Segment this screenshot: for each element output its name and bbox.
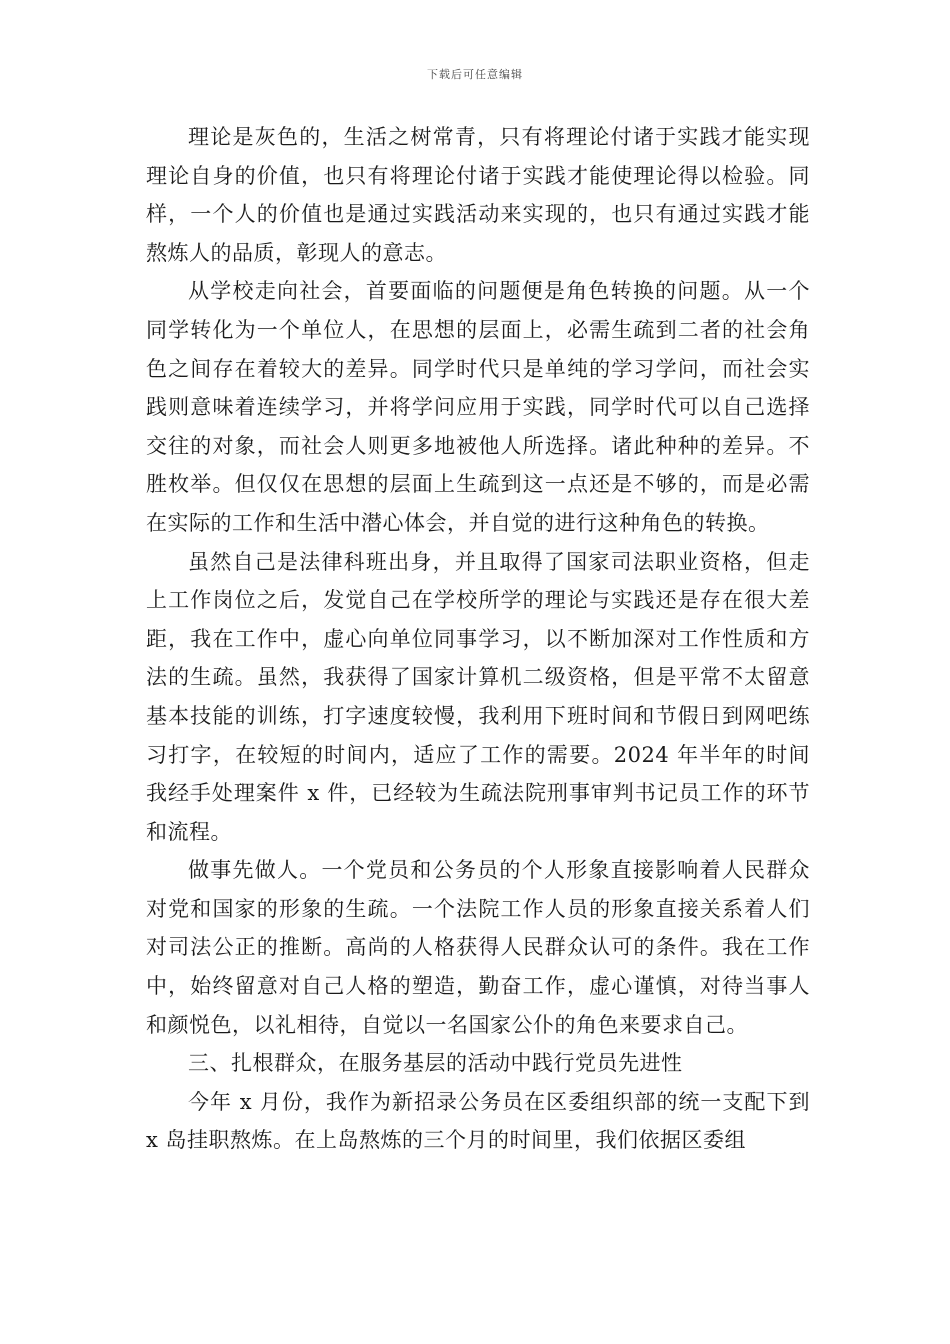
document-body [146,118,810,1160]
page-header-note: 下载后可任意编辑 [427,68,523,81]
paragraph-grassroots-training: 今年 x 月份，我作为新招录公务员在区委组织部的统一支配下到 x 岛挂职熬炼。在上岛熬炼的三个月的时间里，我们依据区委组 [146,1089,810,1153]
paragraph-learning-at-work: 虽然自己是法律科班出身，并且取得了国家司法职业资格，但走上工作岗位之后，发觉自己在学校所学的理论与实践还是存在很大差距，我在工作中，虚心向单位同事学习，以不断加深对工作性质和方法的生疏。虽然，我获得了国家计算机二级资格，但是平常不太留意基本技能的训练，打字速度较慢，我利用下班时间和节假日到网吧练习打字，在较短的时间内，适应了工作的需要。2024 年半年的时间我经手处理案件 x 件，已经较为生疏法院刑事审判书记员工作的环节和流程。 [146,549,810,844]
section-heading-three: 三、扎根群众，在服务基层的活动中践行党员先进性 [188,1051,683,1076]
paragraph-be-a-person-first: 做事先做人。一个党员和公务员的个人形象直接影响着人民群众对党和国家的形象的生疏。一个法院工作人员的形象直接关系着人们对司法公正的推断。高尚的人格获得人民群众认可的条件。我在工作中，始终留意对自己人格的塑造，勤奋工作，虚心谨慎，对待当事人和颜悦色，以礼相待，自觉以一名国家公仆的角色来要求自己。 [146,858,810,1037]
paragraph-role-transition: 从学校走向社会，首要面临的问题便是角色转换的问题。从一个同学转化为一个单位人，在思想的层面上，必需生疏到二者的社会角色之间存在着较大的差异。同学时代只是单纯的学习学问，而社会实践则意味着连续学习，并将学问应用于实践，同学时代可以自己选择交往的对象，而社会人则更多地被他人所选择。诸此种种的差异。不胜枚举。但仅仅在思想的层面上生疏到这一点还是不够的，而是必需在实际的工作和生活中潜心体会，并自觉的进行这种角色的转换。 [146,279,810,535]
paragraph-theory-practice: 理论是灰色的，生活之树常青，只有将理论付诸于实践才能实现理论自身的价值，也只有将理论付诸于实践才能使理论得以检验。同样，一个人的价值也是通过实践活动来实现的，也只有通过实践才能熬炼人的品质，彰现人的意志。 [146,125,810,265]
